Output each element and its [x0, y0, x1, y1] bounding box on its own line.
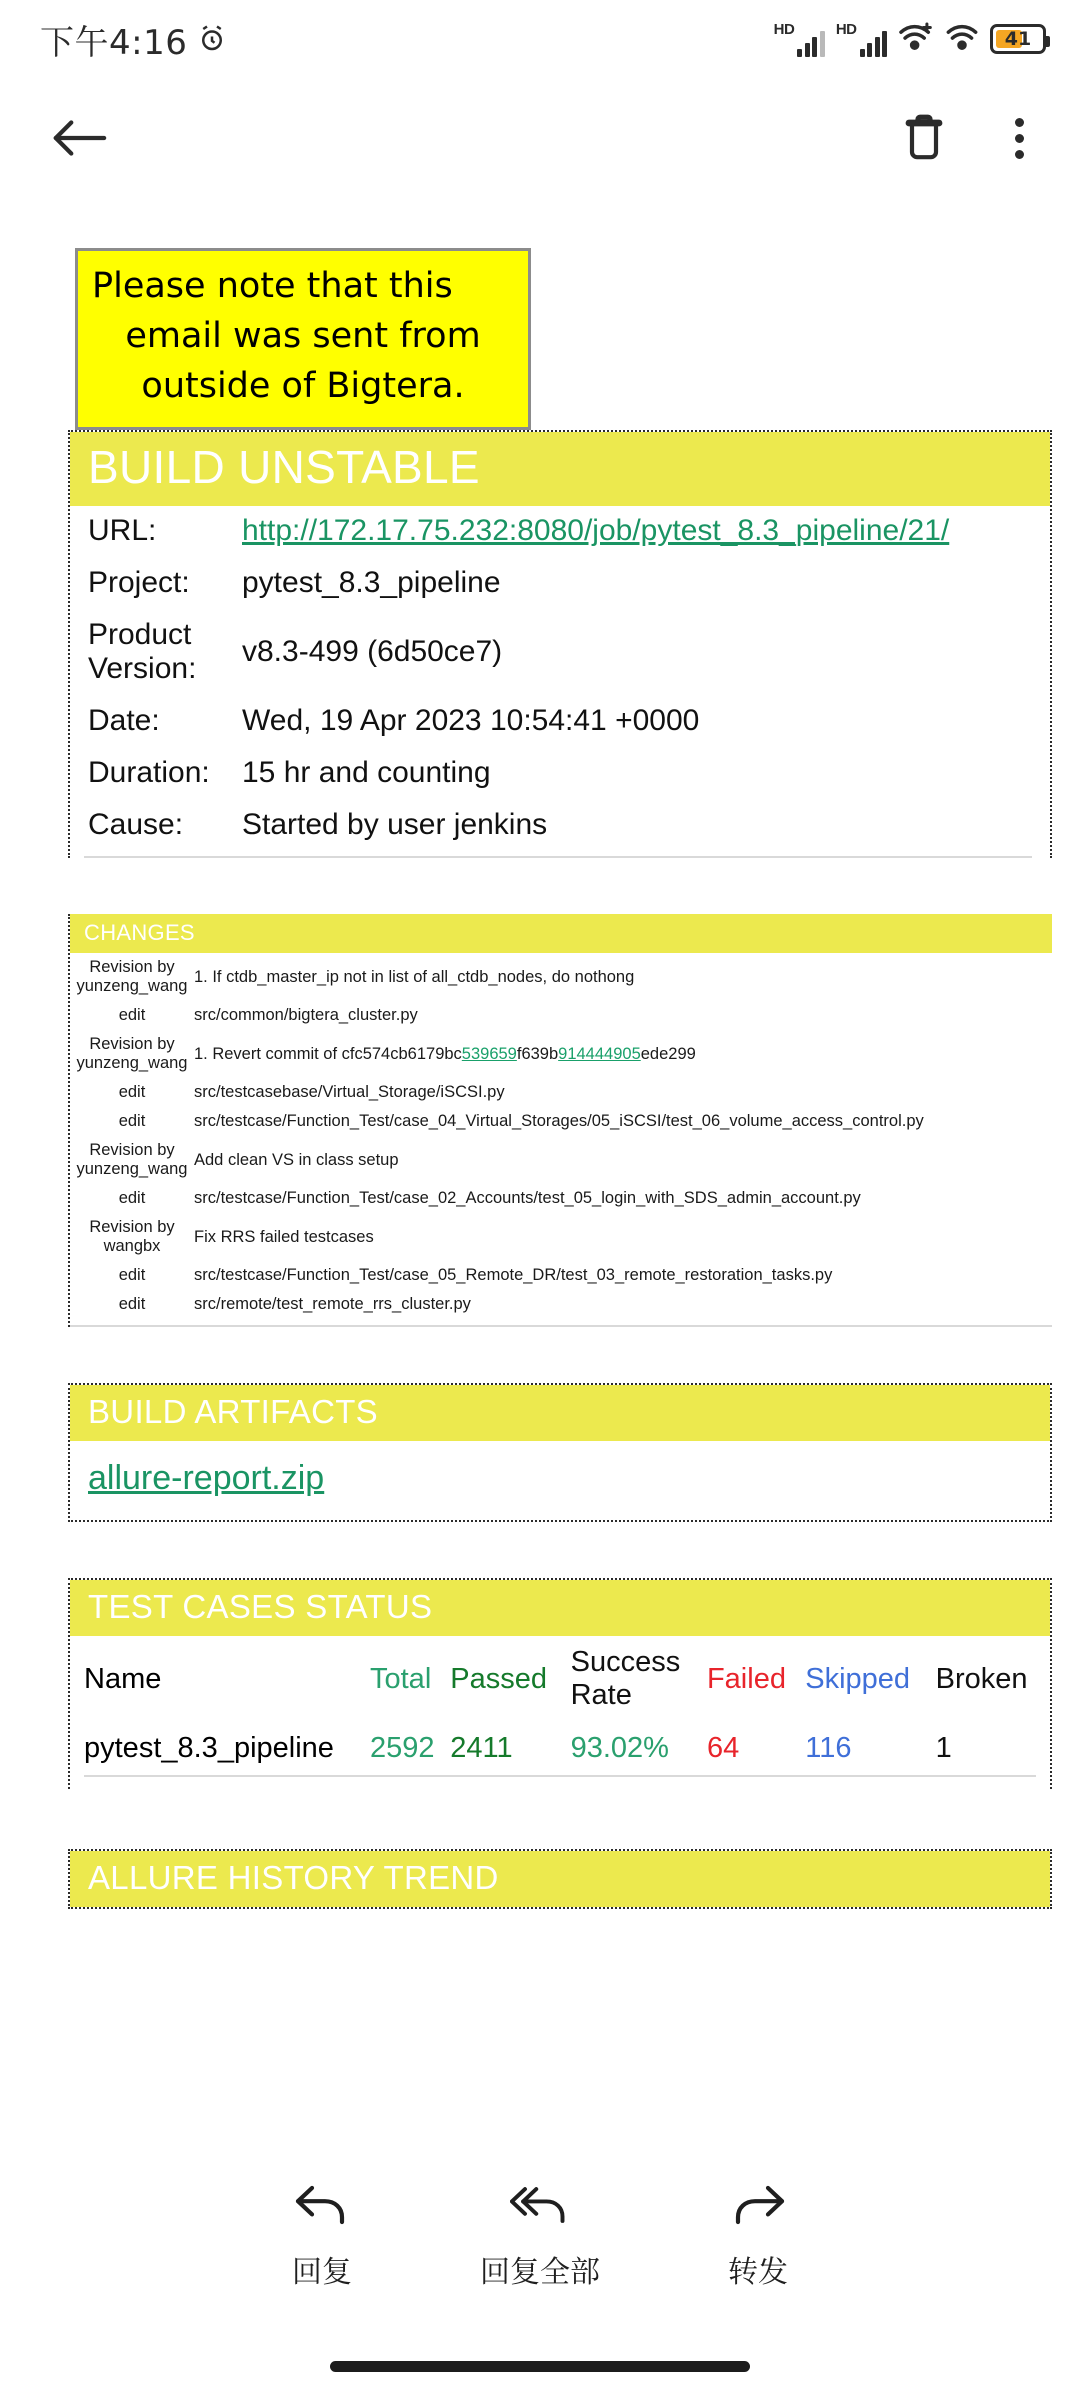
- spacer: [0, 858, 1080, 914]
- column-header-name: Name: [84, 1662, 162, 1695]
- build-info-key: [70, 610, 238, 696]
- cell-skipped: 116: [805, 1732, 852, 1764]
- column-header-passed: Passed: [450, 1662, 547, 1695]
- allure-history-trend-section: [68, 1849, 1052, 1909]
- changes-description: Fix RRS failed testcases: [194, 1227, 374, 1246]
- notice-line-2: email was sent from: [125, 316, 481, 356]
- build-info-value: Started by user jenkins: [242, 808, 548, 841]
- changes-author: [70, 1030, 188, 1078]
- changes-path: src/testcase/Function_Test/case_05_Remote_DR/test_03_remote_restoration_tasks.py: [194, 1266, 833, 1284]
- build-info-table: [70, 506, 1050, 852]
- build-info-value: Wed, 19 Apr 2023 10:54:41 +0000: [242, 704, 700, 737]
- reply-label: 回复: [292, 2255, 352, 2290]
- table-row: [70, 1136, 1052, 1184]
- column-header-total: Total: [370, 1662, 432, 1695]
- build-status-header: BUILD UNSTABLE: [70, 432, 1050, 506]
- commit-link-1[interactable]: 539659: [461, 1044, 517, 1063]
- changes-action: edit: [118, 1083, 146, 1101]
- build-info-value: 15 hr and counting: [242, 756, 491, 789]
- hd-label-sim1: HD: [773, 20, 795, 38]
- table-row: [70, 506, 1050, 558]
- build-info-key-line2: Version:: [88, 652, 197, 685]
- changes-author-line2: wangbx: [103, 1237, 161, 1255]
- signal-icon-sim2: [836, 22, 887, 57]
- home-indicator: [330, 2361, 750, 2372]
- changes-action: edit: [118, 1266, 146, 1284]
- changes-desc-pre: 1. Revert commit of cfc574cb6179bc: [194, 1044, 462, 1063]
- artifact-download-link[interactable]: allure-report.zip: [88, 1459, 325, 1497]
- changes-author-line1: Revision by: [89, 1218, 175, 1236]
- changes-header: CHANGES: [70, 914, 1052, 953]
- build-info-value: pytest_8.3_pipeline: [242, 566, 501, 599]
- column-header-success-rate: [571, 1636, 707, 1722]
- changes-author-line2: yunzeng_wang: [76, 1054, 188, 1072]
- back-arrow-icon[interactable]: [50, 116, 108, 160]
- changes-description: Add clean VS in class setup: [194, 1150, 399, 1169]
- external-sender-notice: [75, 248, 531, 430]
- build-artifacts-section: [68, 1383, 1052, 1522]
- build-info-value: [238, 506, 1050, 558]
- test-cases-status-section: [68, 1578, 1052, 1789]
- commit-link-2[interactable]: 914444905: [558, 1044, 641, 1063]
- changes-author: [70, 953, 188, 1001]
- changes-action: edit: [118, 1006, 146, 1024]
- reply-all-icon: [510, 2182, 570, 2233]
- table-row: [70, 1184, 1052, 1213]
- cell-broken: 1: [935, 1732, 952, 1764]
- changes-author: [70, 1136, 188, 1184]
- changes-author-line1: Revision by: [89, 1141, 175, 1159]
- build-summary-section: [68, 430, 1052, 858]
- cell-failed: 64: [706, 1732, 740, 1764]
- changes-action: edit: [118, 1295, 146, 1313]
- changes-desc-post: ede299: [640, 1044, 696, 1063]
- trash-icon[interactable]: [901, 112, 947, 164]
- column-header-broken: Broken: [935, 1662, 1028, 1695]
- alarm-icon: [197, 24, 227, 54]
- reply-all-button[interactable]: [480, 2182, 600, 2291]
- build-info-key: Date:: [88, 704, 160, 737]
- cell-name: pytest_8.3_pipeline: [84, 1732, 334, 1764]
- status-bar-clock: 下午4:16: [40, 22, 188, 63]
- wifi-icon: [945, 22, 979, 57]
- table-row: [70, 748, 1050, 800]
- battery-icon: [990, 24, 1046, 54]
- battery-level-label: 41: [1004, 28, 1032, 50]
- build-artifacts-header: BUILD ARTIFACTS: [70, 1385, 1050, 1441]
- changes-action: edit: [118, 1112, 146, 1130]
- spacer: [0, 1789, 1080, 1849]
- test-cases-status-header: TEST CASES STATUS: [70, 1580, 1050, 1636]
- changes-desc-mid: f639b: [516, 1044, 559, 1063]
- notice-line-3: outside of Bigtera.: [141, 366, 465, 406]
- changes-path: src/testcase/Function_Test/case_02_Accounts/test_05_login_with_SDS_admin_account.py: [194, 1189, 861, 1207]
- signal-icon-sim1: [774, 22, 825, 57]
- table-row: [70, 1290, 1052, 1319]
- column-header-success-rate-line1: Success: [570, 1646, 681, 1678]
- test-cases-status-table: [70, 1636, 1050, 1775]
- build-info-key: Cause:: [88, 808, 184, 841]
- status-bar: [0, 0, 1080, 78]
- reply-all-label: 回复全部: [480, 2255, 600, 2290]
- table-row: [70, 800, 1050, 852]
- build-info-key: URL:: [88, 514, 157, 547]
- table-row: [70, 1030, 1052, 1078]
- status-bar-icons: [774, 22, 1046, 57]
- changes-author-line2: yunzeng_wang: [76, 977, 188, 995]
- build-info-key: Duration:: [88, 756, 210, 789]
- table-row: [70, 1001, 1052, 1030]
- email-body: [0, 248, 1080, 1909]
- cell-total: 2592: [370, 1732, 435, 1764]
- allure-history-trend-header: ALLURE HISTORY TREND: [70, 1851, 1050, 1907]
- build-info-key: Project:: [88, 566, 190, 599]
- table-row: [70, 1722, 1050, 1775]
- changes-table: [70, 953, 1052, 1319]
- table-header-row: [70, 1636, 1050, 1722]
- table-row: [70, 696, 1050, 748]
- hd-label-sim2: HD: [835, 20, 857, 38]
- build-info-value: v8.3-499 (6d50ce7): [242, 635, 503, 668]
- table-row: [70, 1107, 1052, 1136]
- reply-button[interactable]: [292, 2182, 352, 2291]
- changes-action: edit: [118, 1189, 146, 1207]
- changes-path: src/remote/test_remote_rrs_cluster.py: [194, 1295, 471, 1313]
- changes-author: [70, 1213, 188, 1261]
- changes-author-line1: Revision by: [89, 1035, 175, 1053]
- table-row: [70, 953, 1052, 1001]
- more-vertical-icon[interactable]: [1003, 118, 1036, 159]
- changes-section: [68, 914, 1052, 1327]
- build-url-link[interactable]: http://172.17.75.232:8080/job/pytest_8.3_pipeline/21/: [242, 514, 950, 547]
- app-toolbar: [0, 78, 1080, 198]
- forward-button[interactable]: [728, 2182, 788, 2291]
- cell-passed: 2411: [450, 1732, 513, 1764]
- changes-author-line2: yunzeng_wang: [76, 1160, 188, 1178]
- table-row: [70, 1213, 1052, 1261]
- table-row: [70, 558, 1050, 610]
- column-header-success-rate-line2: Rate: [570, 1679, 632, 1711]
- changes-author-line1: Revision by: [89, 958, 175, 976]
- table-row: [70, 610, 1050, 696]
- notice-line-1: Please note that this: [92, 266, 453, 306]
- cell-success-rate: 93.02%: [570, 1732, 669, 1764]
- changes-path: src/testcase/Function_Test/case_04_Virtual_Storages/05_iSCSI/test_06_volume_access_control.py: [194, 1112, 924, 1130]
- changes-description: 1. If ctdb_master_ip not in list of all_ctdb_nodes, do nothong: [194, 967, 635, 986]
- forward-icon: [730, 2182, 786, 2233]
- column-header-failed: Failed: [706, 1662, 786, 1695]
- wifi-plus-icon: [898, 22, 934, 57]
- spacer: [0, 1327, 1080, 1383]
- build-info-key-line1: Product: [88, 618, 192, 651]
- forward-label: 转发: [728, 2255, 788, 2290]
- reply-icon: [294, 2182, 350, 2233]
- spacer: [0, 1522, 1080, 1578]
- email-action-bar: [0, 2130, 1080, 2400]
- column-header-skipped: Skipped: [805, 1662, 911, 1695]
- table-row: [70, 1261, 1052, 1290]
- table-row: [70, 1078, 1052, 1107]
- changes-path: src/testcasebase/Virtual_Storage/iSCSI.py: [194, 1083, 505, 1101]
- changes-description: [188, 1030, 1052, 1078]
- changes-path: src/common/bigtera_cluster.py: [194, 1006, 418, 1024]
